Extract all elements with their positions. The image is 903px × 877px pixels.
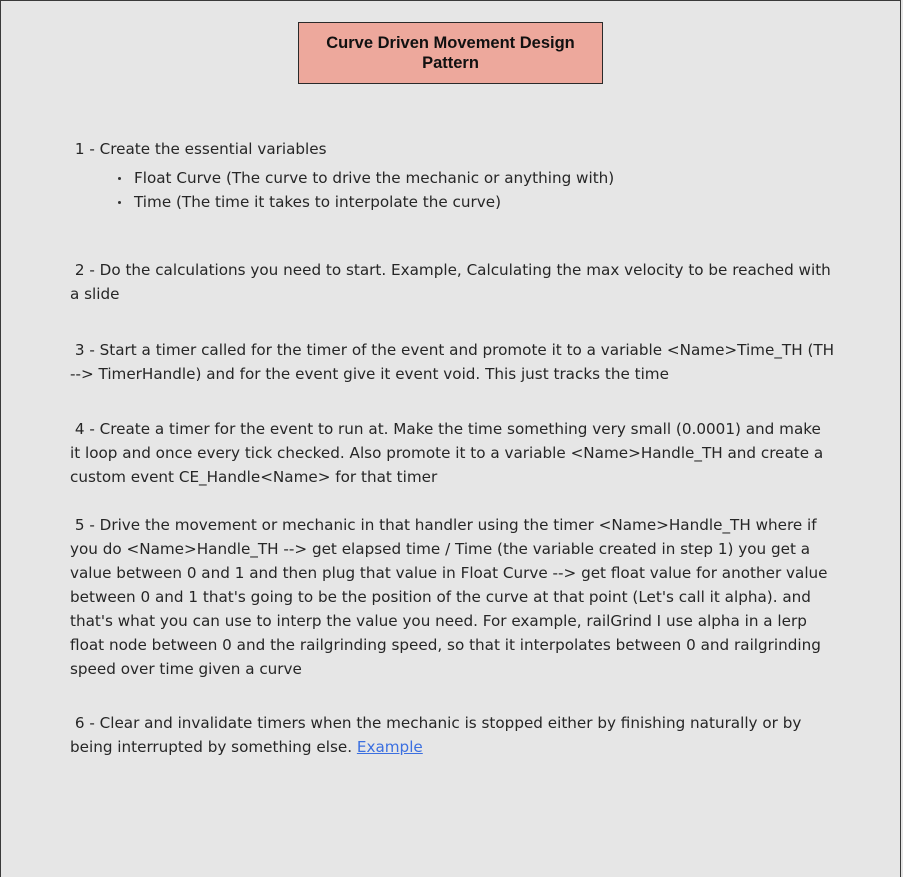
title-box [298,22,603,84]
example-link[interactable]: Example [356,738,423,756]
step-1-bullet: Time (The time it takes to interpolate the curve) [115,190,614,214]
step-6-block [70,711,835,759]
step-3-text: 3 - Start a timer called for the timer of the event and promote it to a variable <Name>Time_TH (TH --> TimerHandle) and for the event give it event void. This just tracks the time [70,341,839,383]
step-1-text: 1 - Create the essential variables [70,140,327,158]
step-1-bullet-list [115,166,614,214]
step-2-text: 2 - Do the calculations you need to start. Example, Calculating the max velocity to be reached with a slide [70,261,836,303]
step-6-text: 6 - Clear and invalidate timers when the mechanic is stopped either by finishing naturally or by being interrupted by something else. [70,714,807,756]
step-4-text: 4 - Create a timer for the event to run at. Make the time something very small (0.0001) and make it loop and once every tick checked. Also promote it to a variable <Name>Handle_TH and create a custom event CE_Handle<Name> for that timer [70,420,829,486]
step-5-text: 5 - Drive the movement or mechanic in that handler using the timer <Name>Handle_TH where if you do <Name>Handle_TH --> get elapsed time / Time (the variable created in step 1) you get a value between 0 and 1 and then plug that value in Float Curve --> get float value for another value between 0 and 1 that's going to be the position of the curve at that point (Let's call it alpha). and that's what you can use to interp the value you need. For example, railGrind I use alpha in a lerp float node between 0 and the railgrinding speed, so that it interpolates between 0 and railgrinding speed over time given a curve [70,516,833,678]
diagram-title: Curve Driven Movement Design Pattern [326,34,575,72]
step-1-bullet: Float Curve (The curve to drive the mechanic or anything with) [115,166,614,190]
